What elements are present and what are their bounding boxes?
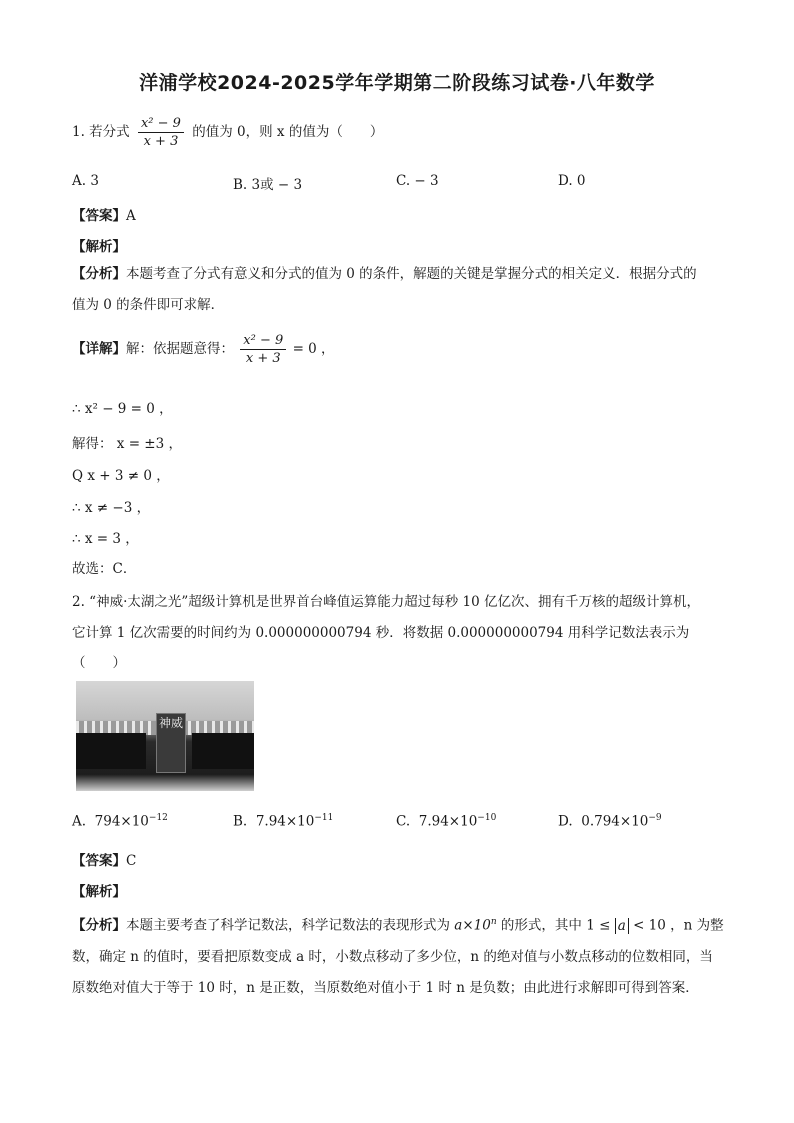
photo-monolith-text: 神威: [158, 716, 183, 730]
fenxi-line-2: 值为 0 的条件即可求解．: [72, 297, 225, 313]
fenxi-label: 【分析】: [72, 266, 126, 282]
q1-option-c: C. − 3: [396, 173, 439, 189]
detail-fraction: [240, 333, 286, 366]
q2-analysis-label: 【解析】: [72, 884, 126, 900]
q1-analysis-label: 【解析】: [72, 239, 126, 255]
question-1-suffix: 的值为 0，则 x 的值为（ ）: [192, 124, 384, 140]
option-base: 0.794×10: [581, 813, 649, 830]
fenxi-line-3: 原数绝对值大于等于 10 时，n 是正数，当原数绝对值小于 1 时 n 是负数；由此进行求解即可得到答案．: [72, 979, 699, 996]
question-1-stem: [72, 116, 383, 149]
q1-answer: [72, 204, 136, 224]
q1-option-d: D. 0: [558, 173, 586, 189]
option-base: 7.94×10: [255, 813, 315, 830]
answer-label: 【答案】: [72, 853, 126, 869]
answer-label: 【答案】: [72, 208, 126, 224]
question-2-line-2: 它计算 1 亿次需要的时间约为 0.000000000794 秒．将数据 0.000000000794 用科学记数法表示为: [72, 625, 690, 641]
option-exponent: −12: [148, 813, 168, 823]
q2-fenxi: [72, 907, 732, 1004]
supercomputer-photo: [76, 681, 254, 791]
option-label: D.: [558, 813, 573, 830]
fraction-numerator: x² − 9: [138, 116, 184, 133]
detail-label: 【详解】: [72, 341, 126, 357]
solution-step: 解得： x = ±3 ，: [72, 436, 182, 452]
solution-step: 故选：C．: [72, 561, 137, 577]
option-base: 794×10: [94, 813, 149, 830]
option-base: 7.94×10: [418, 813, 478, 830]
option-label: C.: [396, 813, 411, 830]
q1-option-a: A. 3: [72, 173, 99, 189]
answer-value: A: [126, 208, 136, 224]
question-1-prefix: 1. 若分式: [72, 124, 130, 140]
photo-monolith: [156, 713, 186, 773]
solution-step: ∴ x = 3 ，: [72, 531, 139, 547]
fenxi-text-a: 本题主要考查了科学记数法，科学记数法的表现形式为: [126, 917, 455, 934]
solution-step: ∴ x ≠ −3 ，: [72, 500, 151, 516]
solution-step: ∴ x² − 9 = 0 ，: [72, 401, 173, 417]
q1-option-b: B. 3或 − 3: [233, 177, 303, 193]
answer-value: C: [126, 853, 137, 869]
question-2-line-3: （ ）: [72, 655, 126, 671]
option-exponent: −11: [314, 813, 334, 823]
question-1-fraction: [138, 116, 184, 149]
fenxi-absolute-value: a: [615, 918, 629, 934]
q2-option-a: [72, 813, 168, 830]
fenxi-line-2: 数，确定 n 的值时，要看把原数变成 a 时，小数点移动了多少位，n 的绝对值与小数点移动的位数相同，当: [72, 948, 713, 965]
q2-option-c: [396, 813, 496, 830]
question-2-line-1: 2. “神威·太湖之光”超级计算机是世界首台峰值运算能力超过每秒 10 亿亿次、拥有千万核的超级计算机，: [72, 594, 701, 610]
photo-rack-right: [192, 733, 254, 769]
q2-option-d: [558, 813, 662, 830]
detail-tail: = 0 ，: [292, 341, 335, 357]
fraction-denominator: x + 3: [245, 351, 281, 366]
fraction-denominator: x + 3: [143, 134, 179, 149]
fraction-numerator: x² − 9: [240, 333, 286, 350]
page-title: 洋浦学校2024-2025学年学期第二阶段练习试卷·八年数学: [139, 72, 655, 94]
q2-option-b: [233, 813, 333, 830]
fenxi-label: 【分析】: [72, 917, 126, 934]
fenxi-text-c: < 10 ，n 为整: [628, 917, 724, 934]
option-label: A.: [72, 813, 87, 830]
q2-answer: [72, 849, 136, 869]
fenxi-form-exponent: n: [490, 917, 497, 927]
detail-text: 解：依据题意得：: [126, 341, 234, 357]
option-exponent: −9: [648, 813, 662, 823]
solution-step: Q x + 3 ≠ 0 ，: [72, 468, 170, 484]
fenxi-text-b: 的形式，其中 1 ≤: [496, 917, 615, 934]
q1-fenxi: [72, 259, 722, 321]
photo-rack-left: [76, 733, 146, 769]
option-exponent: −10: [477, 813, 497, 823]
option-label: B.: [233, 813, 248, 830]
fenxi-line-1: 本题考查了分式有意义和分式的值为 0 的条件，解题的关键是掌握分式的相关定义．根据分式的: [126, 266, 697, 282]
fenxi-form: a×10: [454, 917, 491, 934]
q1-detail: [72, 333, 335, 366]
